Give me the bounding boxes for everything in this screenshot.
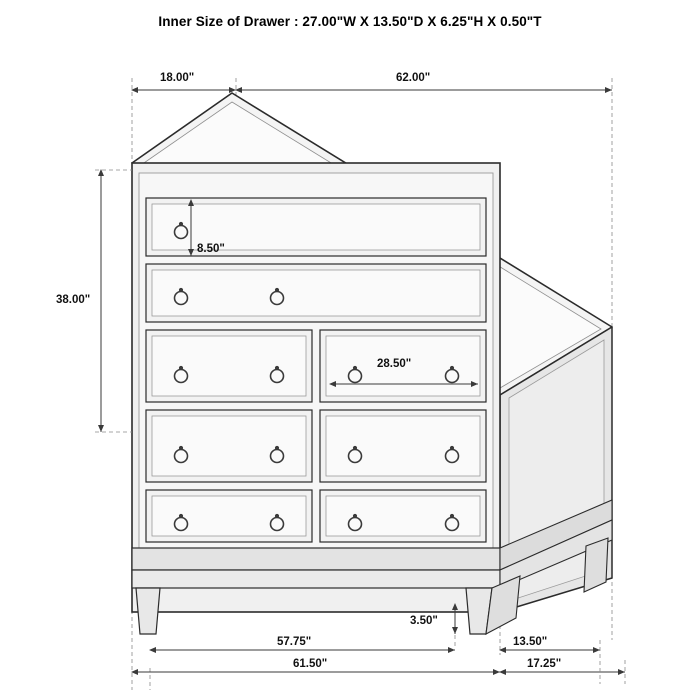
drawer-second-full <box>146 264 486 322</box>
dim-label-width-top: 62.00" <box>396 72 431 84</box>
drawer-left-3 <box>146 490 312 542</box>
drawer-left-2 <box>146 410 312 482</box>
drawer-right-2 <box>320 410 486 482</box>
dresser-base-rail <box>132 548 500 570</box>
page-title: Inner Size of Drawer : 27.00"W X 13.50"D X 6.25"H X 0.50"T <box>158 14 542 29</box>
dim-label-drawer-height: 8.50" <box>197 243 225 255</box>
dim-label-depth-top: 18.00" <box>160 72 195 84</box>
dim-label-depth-overall: 17.25" <box>527 658 562 670</box>
dim-label-depth-case: 13.50" <box>513 636 548 648</box>
dresser-base-rail-2 <box>132 570 500 588</box>
drawer-left-1 <box>146 330 312 402</box>
dim-label-width-case: 57.75" <box>277 636 312 648</box>
dim-label-foot-height: 3.50" <box>410 615 438 627</box>
dim-label-width-overall: 61.50" <box>293 658 328 670</box>
drawer-right-3 <box>320 490 486 542</box>
dim-label-drawer-width: 28.50" <box>377 358 412 370</box>
dresser-illustration <box>132 93 612 634</box>
dim-label-height-side: 38.00" <box>56 294 91 306</box>
